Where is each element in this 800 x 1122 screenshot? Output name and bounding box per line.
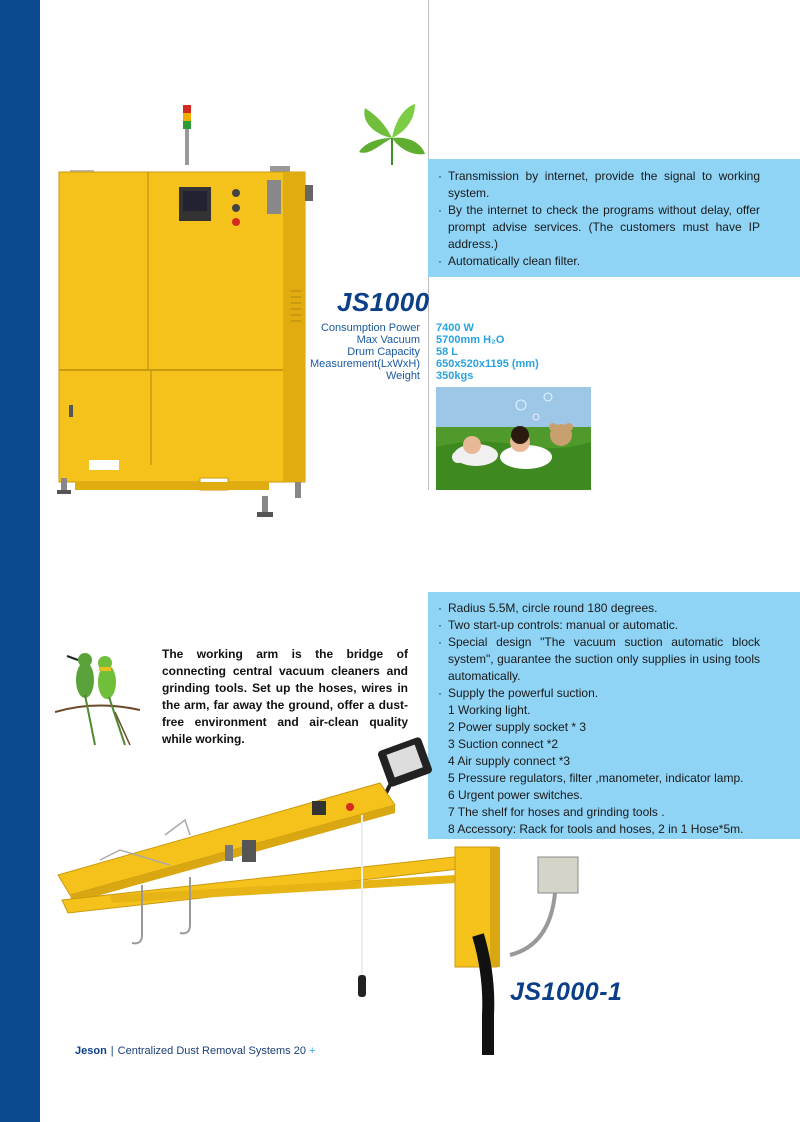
feature-bullet: · Two start-up controls: manual or automatic. — [438, 618, 679, 632]
feature-item: 4 Air supply connect *3 — [448, 754, 571, 768]
feature-item: 3 Suction connect *2 — [448, 737, 559, 751]
page-footer — [75, 1045, 315, 1057]
girls-on-grass-photo — [436, 387, 591, 490]
feature-bullet: · Transmission by internet, provide the signal to working system. — [438, 169, 760, 200]
spec-value: 350kgs — [436, 370, 474, 382]
feature-bullet: · Special design "The vacuum suction automatic block system", guarantee the suction only supplies in using tools automatically. — [438, 635, 760, 683]
left-sidebar-bar — [0, 0, 40, 1122]
green-leaf-icon — [355, 100, 430, 170]
footer-title: Centralized Dust Removal Systems — [117, 1045, 291, 1057]
js1000-model-title: JS1000 — [337, 287, 430, 317]
feature-item: 6 Urgent power switches. — [448, 788, 583, 802]
feature-item: 2 Power supply socket * 3 — [448, 720, 587, 734]
js1000-1-model-title: JS1000-1 — [510, 978, 623, 1006]
spec-value: 58 L — [436, 346, 459, 358]
feature-bullet: · Automatically clean filter. — [438, 254, 581, 268]
feature-item: 1 Working light. — [448, 703, 531, 717]
page-number: 20 — [293, 1045, 306, 1057]
spec-labels — [310, 322, 420, 382]
js1000-features-box — [428, 159, 800, 277]
footer-plus-icon: + — [309, 1045, 316, 1057]
footer-separator: | — [110, 1045, 114, 1057]
spec-label: Measurement(LxWxH) — [309, 358, 420, 370]
spec-label: Consumption Power — [320, 322, 420, 334]
spec-label: Max Vacuum — [356, 334, 420, 346]
spec-value: 5700mm H₂O — [436, 334, 505, 346]
spec-value: 650x520x1195 (mm) — [436, 358, 539, 370]
feature-bullet: · By the internet to check the programs without delay, offer prompt advise services. (The customers must have IP address.) — [438, 203, 760, 251]
spec-values — [436, 322, 539, 382]
birds-on-branch-image — [55, 640, 140, 750]
js1000-machine-image — [55, 100, 335, 530]
feature-item: 8 Accessory: Rack for tools and hoses, 2 in 1 Hose*5m. — [448, 822, 744, 836]
feature-bullet: · Supply the powerful suction. — [438, 686, 599, 700]
spec-value: 7400 W — [436, 322, 474, 334]
feature-item: 5 Pressure regulators, filter ,manometer, indicator lamp. — [448, 771, 744, 785]
working-arm-description: The working arm is the bridge of connecting central vacuum cleaners and grinding tools. Set up the hoses, wires in the arm, far away the ground, offer a dust-free environment and air-clean quality while working. — [162, 647, 408, 746]
feature-item: 7 The shelf for hoses and grinding tools . — [448, 805, 665, 819]
spec-label: Weight — [385, 370, 420, 382]
feature-bullet: · Radius 5.5M, circle round 180 degrees. — [438, 601, 658, 615]
footer-brand: Jeson — [75, 1045, 107, 1057]
spec-label: Drum Capacity — [347, 346, 420, 358]
js1000-1-working-arm-image — [50, 735, 610, 1055]
